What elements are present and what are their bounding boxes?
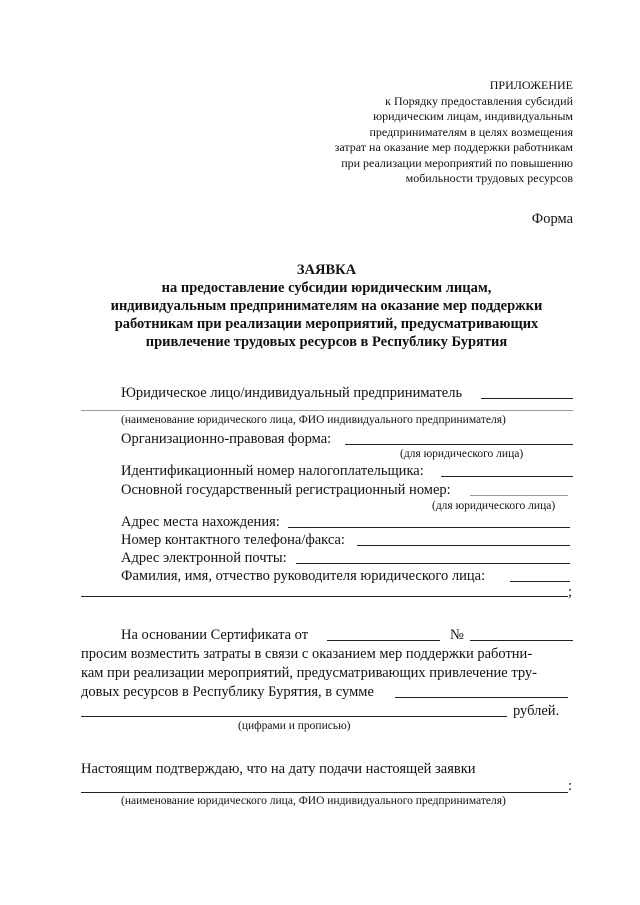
entity-input-line[interactable]: [481, 398, 573, 399]
appendix-block: [335, 78, 573, 187]
appendix-line: при реализации мероприятий по повышению: [341, 155, 573, 170]
appendix-line: юридическим лицам, индивидуальным: [373, 109, 573, 123]
confirm-input-line[interactable]: [81, 792, 568, 793]
rubles-label: рублей.: [513, 703, 560, 719]
phone-label: Номер контактного телефона/факса:: [121, 532, 345, 548]
title-subline: привлечение трудовых ресурсов в Республику Бурятия: [145, 334, 508, 350]
director-label: Фамилия, имя, отчество руководителя юридического лица:: [121, 568, 486, 584]
director-end-mark: ;: [568, 584, 573, 600]
amount-input-line[interactable]: [395, 697, 568, 698]
director-full-line[interactable]: [81, 596, 568, 597]
ogrn-hint: (для юридического лица): [432, 500, 556, 512]
phone-input-line[interactable]: [357, 545, 570, 546]
inn-input-line[interactable]: [441, 476, 573, 477]
appendix-line: мобильности трудовых ресурсов: [405, 171, 573, 185]
entity-label: Юридическое лицо/индивидуальный предприниматель: [121, 385, 463, 401]
ogrn-input-line[interactable]: [470, 495, 568, 496]
amount-words-input-line[interactable]: [81, 716, 507, 717]
title-subline: работникам при реализации мероприятий, предусматривающих: [114, 316, 539, 332]
certificate-number-input[interactable]: [470, 640, 573, 641]
title-subline: на предоставление субсидии юридическим лицам,: [161, 280, 492, 296]
address-label: Адрес места нахождения:: [121, 514, 280, 530]
appendix-heading: ПРИЛОЖЕНИЕ: [489, 78, 573, 92]
director-input-line[interactable]: [510, 581, 570, 582]
legal-form-label: Организационно-правовая форма:: [121, 431, 332, 447]
request-text-line: довых ресурсов в Республику Бурятия, в сумме: [81, 684, 374, 700]
document-title: ЗАЯВКА: [296, 262, 357, 278]
appendix-line: затрат на оказание мер поддержки работникам: [334, 140, 573, 154]
certificate-date-input[interactable]: [327, 640, 440, 641]
appendix-line: к Порядку предоставления субсидий: [385, 93, 573, 108]
email-label: Адрес электронной почты:: [121, 550, 287, 566]
confirm-end-mark: :: [568, 778, 573, 794]
title-subline: индивидуальным предпринимателям на оказание мер поддержки: [110, 298, 543, 314]
entity-hint: (наименование юридического лица, ФИО индивидуального предпринимателя): [121, 414, 506, 426]
email-input-line[interactable]: [296, 563, 570, 564]
request-text-line: просим возместить затраты в связи с оказанием мер поддержки работни-: [81, 646, 533, 662]
request-text-line: кам при реализации мероприятий, предусматривающих привлечение тру-: [81, 665, 537, 681]
inn-label: Идентификационный номер налогоплательщика:: [121, 463, 424, 479]
confirm-hint: (наименование юридического лица, ФИО индивидуального предпринимателя): [121, 795, 506, 807]
legal-form-input-line[interactable]: [345, 444, 573, 445]
confirm-text: Настоящим подтверждаю, что на дату подачи настоящей заявки: [81, 761, 476, 777]
form-label: Форма: [531, 211, 573, 227]
amount-hint: (цифрами и прописью): [238, 720, 351, 732]
ogrn-label: Основной государственный регистрационный номер:: [121, 482, 451, 498]
appendix-line: предпринимателям в целях возмещения: [369, 124, 573, 139]
certificate-label: На основании Сертификата от: [121, 627, 309, 643]
legal-form-hint: (для юридического лица): [400, 448, 524, 460]
number-sign: №: [450, 627, 464, 643]
entity-full-line[interactable]: [81, 410, 573, 411]
address-input-line[interactable]: [288, 527, 570, 528]
